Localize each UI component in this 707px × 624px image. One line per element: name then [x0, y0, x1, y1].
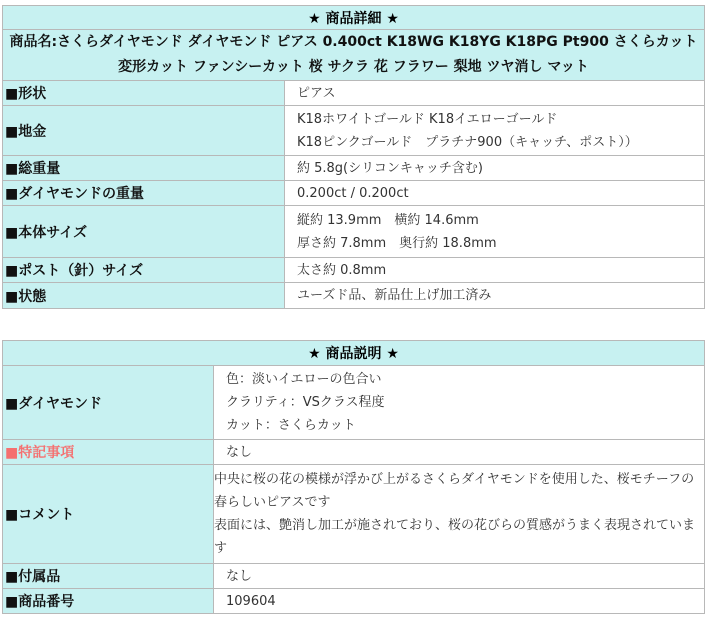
row-value-total-weight: 約 5.8g(シリコンキャッチ含む) [285, 156, 705, 181]
product-description-table [2, 340, 705, 614]
row-value-condition: ユーズド品、新品仕上げ加工済み [285, 283, 705, 309]
product-name [3, 30, 705, 81]
row-value-diamond-weight: 0.200ct / 0.200ct [285, 181, 705, 206]
row-label-accessories: ■付属品 [3, 564, 214, 589]
row-label-post-size: ■ポスト（針）サイズ [3, 258, 285, 283]
row-value-accessories: なし [214, 564, 705, 589]
row-value-body-size: 縦約 13.9mm 横約 14.6mm 厚さ約 7.8mm 奥行約 18.8mm [285, 206, 705, 258]
row-value-diamond: 色：淡いイエローの色合い クラリティ：VSクラス程度 カット：さくらカット [214, 366, 705, 440]
row-label-metal: ■地金 [3, 106, 285, 156]
product-name-label: 商品名: [9, 34, 58, 50]
row-label-special-notes: ■特記事項 [3, 440, 214, 465]
row-value-special-notes: なし [214, 440, 705, 465]
row-label-shape: ■形状 [3, 81, 285, 106]
row-label-condition: ■状態 [3, 283, 285, 309]
description-header: ★ 商品説明 ★ [3, 341, 705, 366]
row-label-diamond: ■ダイヤモンド [3, 366, 214, 440]
row-value-metal: K18ホワイトゴールド K18イエローゴールド K18ピンクゴールド プラチナ900（キャッチ、ポスト）） [285, 106, 705, 156]
row-label-diamond-weight: ■ダイヤモンドの重量 [3, 181, 285, 206]
row-value-item-number: 109604 [214, 589, 705, 614]
row-label-comment: ■コメント [3, 465, 214, 564]
row-value-comment: 中央に桜の花の模様が浮かび上がるさくらダイヤモンドを使用した、桜モチーフの春らしいピアスです 表面には、艶消し加工が施されており、桜の花びらの質感がうまく表現されています [214, 465, 705, 564]
row-value-shape: ピアス [285, 81, 705, 106]
product-name-value: さくらダイヤモンド ダイヤモンド ピアス 0.400ct K18WG K18YG K18PG Pt900 さくらカット 変形カット ファンシーカット 桜 サクラ 花 フラワー 梨地 ツヤ消し マット [57, 34, 698, 75]
row-label-total-weight: ■総重量 [3, 156, 285, 181]
product-details-table [2, 5, 705, 309]
row-label-body-size: ■本体サイズ [3, 206, 285, 258]
row-label-item-number: ■商品番号 [3, 589, 214, 614]
row-value-post-size: 太さ約 0.8mm [285, 258, 705, 283]
details-header: ★ 商品詳細 ★ [3, 6, 705, 30]
